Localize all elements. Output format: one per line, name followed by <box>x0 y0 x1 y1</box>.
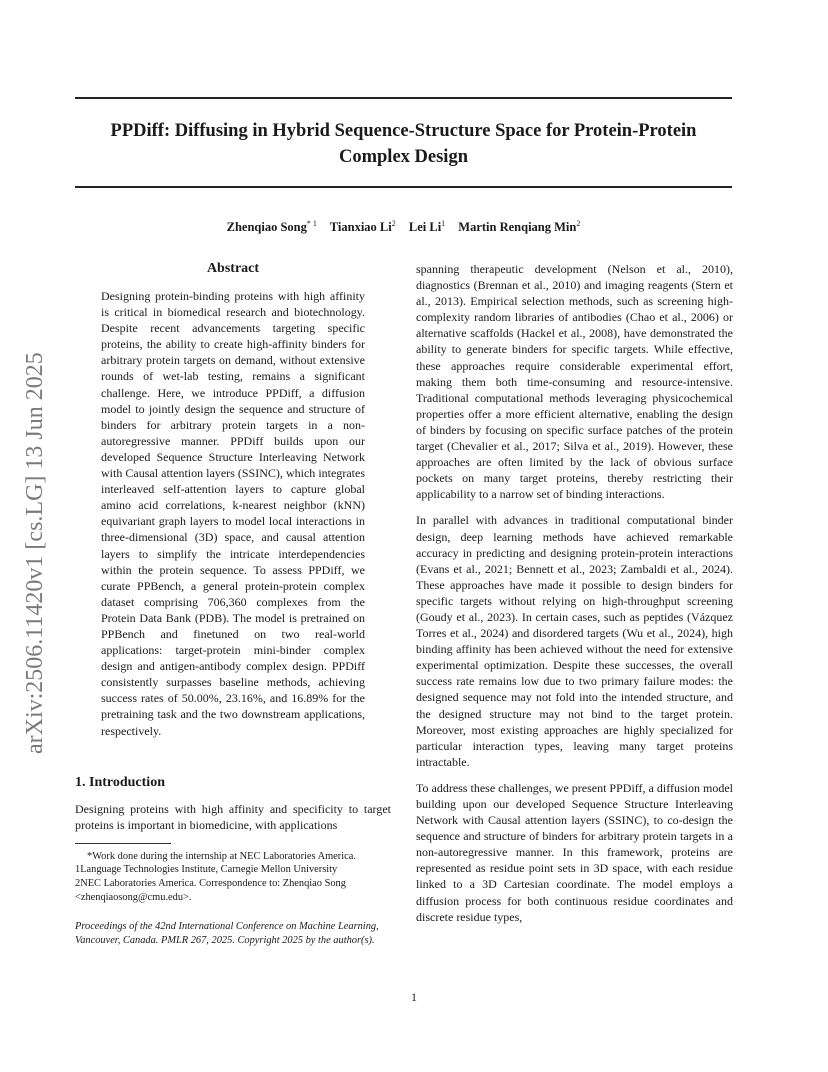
title-top-rule <box>75 97 732 99</box>
body-paragraph: spanning therapeutic development (Nelson et al., 2010), diagnostics (Brennan et al., 2010) and imaging reagents (Stern et al., 2013). Empirical selection methods, such as screening high-complexity random libraries of antibodies (Chao et al., 2006) or alternative scaffolds (Hackel et al., 2008), have demonstrated the ability to generate binders for specific targets. While effective, these approaches require considerable experimental effort, making them both time-consuming and resource-intensive. Traditional computational methods leveraging physicochemical properties offer a more efficient alternative, enabling the design of binders by focusing on specific surface patches of the protein target (Chevalier et al., 2017; Silva et al., 2019). However, these approaches are often limited by the lack of obvious surface pockets on many target proteins, thereby restricting their applicability to a narrow set of binding interactions. <box>416 262 733 502</box>
title-line-2: Complex Design <box>339 147 468 167</box>
author-affiliation: 2 <box>391 219 396 228</box>
author-affiliation: * 1 <box>306 219 317 228</box>
intro-paragraph: Designing proteins with high affinity and specificity to target proteins is important in biomedicine, with applications <box>75 801 391 832</box>
arxiv-stamp: arXiv:2506.11420v1 [cs.LG] 13 Jun 2025 <box>22 352 48 754</box>
page-number: 1 <box>411 990 417 1004</box>
abstract-heading: Abstract <box>206 261 260 276</box>
author-affiliation: 2 <box>576 219 581 228</box>
author-name: Zhenqiao Song <box>226 220 307 235</box>
footnote-affiliation-1: 1Language Technologies Institute, Carnegie Mellon University <box>75 864 338 876</box>
body-paragraph: To address these challenges, we present PPDiff, a diffusion model building upon our developed Sequence Structure Interleaving Network with Causal attention layers (SSINC), to co-design the sequence and structure of binders for arbitrary protein targets in a non-autoregressive manner. In this framework, proteins are represented as residue point sets in 3D space, with each residue linked to a 3D Cartesian coordinate. The model employs a diffusion process for both continuous residue coordinates and discrete residue types, <box>416 780 733 924</box>
right-column <box>416 261 733 925</box>
footnote-work-note: *Work done during the internship at NEC Laboratories America. <box>87 850 356 862</box>
footnotes <box>75 850 391 904</box>
footnote-rule <box>75 843 171 844</box>
author-name: Lei Li <box>408 220 442 235</box>
author-name: Tianxiao Li <box>329 220 392 235</box>
paper-title <box>75 118 732 170</box>
title-line-1: PPDiff: Diffusing in Hybrid Sequence-Structure Space for Protein-Protein <box>110 121 697 141</box>
abstract-text: Designing protein-binding proteins with high affinity is critical in biomedical research and biotechnology. Despite recent advancements targeting specific proteins, the ability to create high-affinity binders for arbitrary protein targets on demand, without extensive rounds of wet-lab testing, remains a significant challenge. Here, we introduce PPDiff, a diffusion model to jointly design the sequence and structure of binders for arbitrary protein targets in a non-autoregressive manner. PPDiff builds upon our developed Sequence Structure Interleaving Network with Causal attention layers (SSINC), which integrates interleaved self-attention layers to capture global amino acid correlations, k-nearest neighbor (kNN) equivariant graph layers to model local interactions in three-dimensional (3D) space, and causal attention layers to simplify the intricate interdependencies within the protein sequence. To assess PPDiff, we curate PPBench, a general protein-protein complex dataset comprising 706,360 complexes from the Protein Data Bank (PDB). The model is pretrained on PPBench and finetuned on two real-world applications: target-protein mini-binder complex design and antigen-antibody complex design. PPDiff consistently surpasses baseline methods, achieving success rates of 50.00%, 23.16%, and 16.89% for the pretraining task and the two downstream applications, respectively. <box>101 289 365 738</box>
proceedings-note: Proceedings of the 42nd International Conference on Machine Learning, Vancouver, Canada. PMLR 267, 2025. Copyright 2025 by the author(s). <box>75 921 379 946</box>
section-heading-introduction: 1. Introduction <box>75 774 165 790</box>
left-column <box>75 258 391 947</box>
footnote-affiliation-2: 2NEC Laboratories America. Correspondence to: Zhenqiao Song <zhenqiaosong@cmu.edu>. <box>75 878 346 903</box>
author-affiliation: 1 <box>441 219 446 228</box>
title-bottom-rule <box>75 186 732 188</box>
author-list <box>75 214 732 237</box>
body-paragraph: In parallel with advances in traditional computational binder design, deep learning methods have achieved remarkable accuracy in predicting and designing protein-protein interactions (Evans et al., 2021; Bennett et al., 2023; Zambaldi et al., 2024). These approaches have made it possible to design binders for specific targets without relying on high-throughput screening (Goudy et al., 2023). In certain cases, such as peptides (Vázquez Torres et al., 2024) and disordered targets (Wu et al., 2024), high binding affinity has been achieved without the need for extensive experimental optimization. Despite these successes, the overall success rate remains low due to two primary failure modes: the designed sequence may not fold into the intended structure, and the designed structure may not bind to the target protein. Moreover, most existing approaches are highly specialized for particular interaction types, leaving many target proteins intractable. <box>416 513 733 769</box>
author-name: Martin Renqiang Min <box>458 220 577 235</box>
